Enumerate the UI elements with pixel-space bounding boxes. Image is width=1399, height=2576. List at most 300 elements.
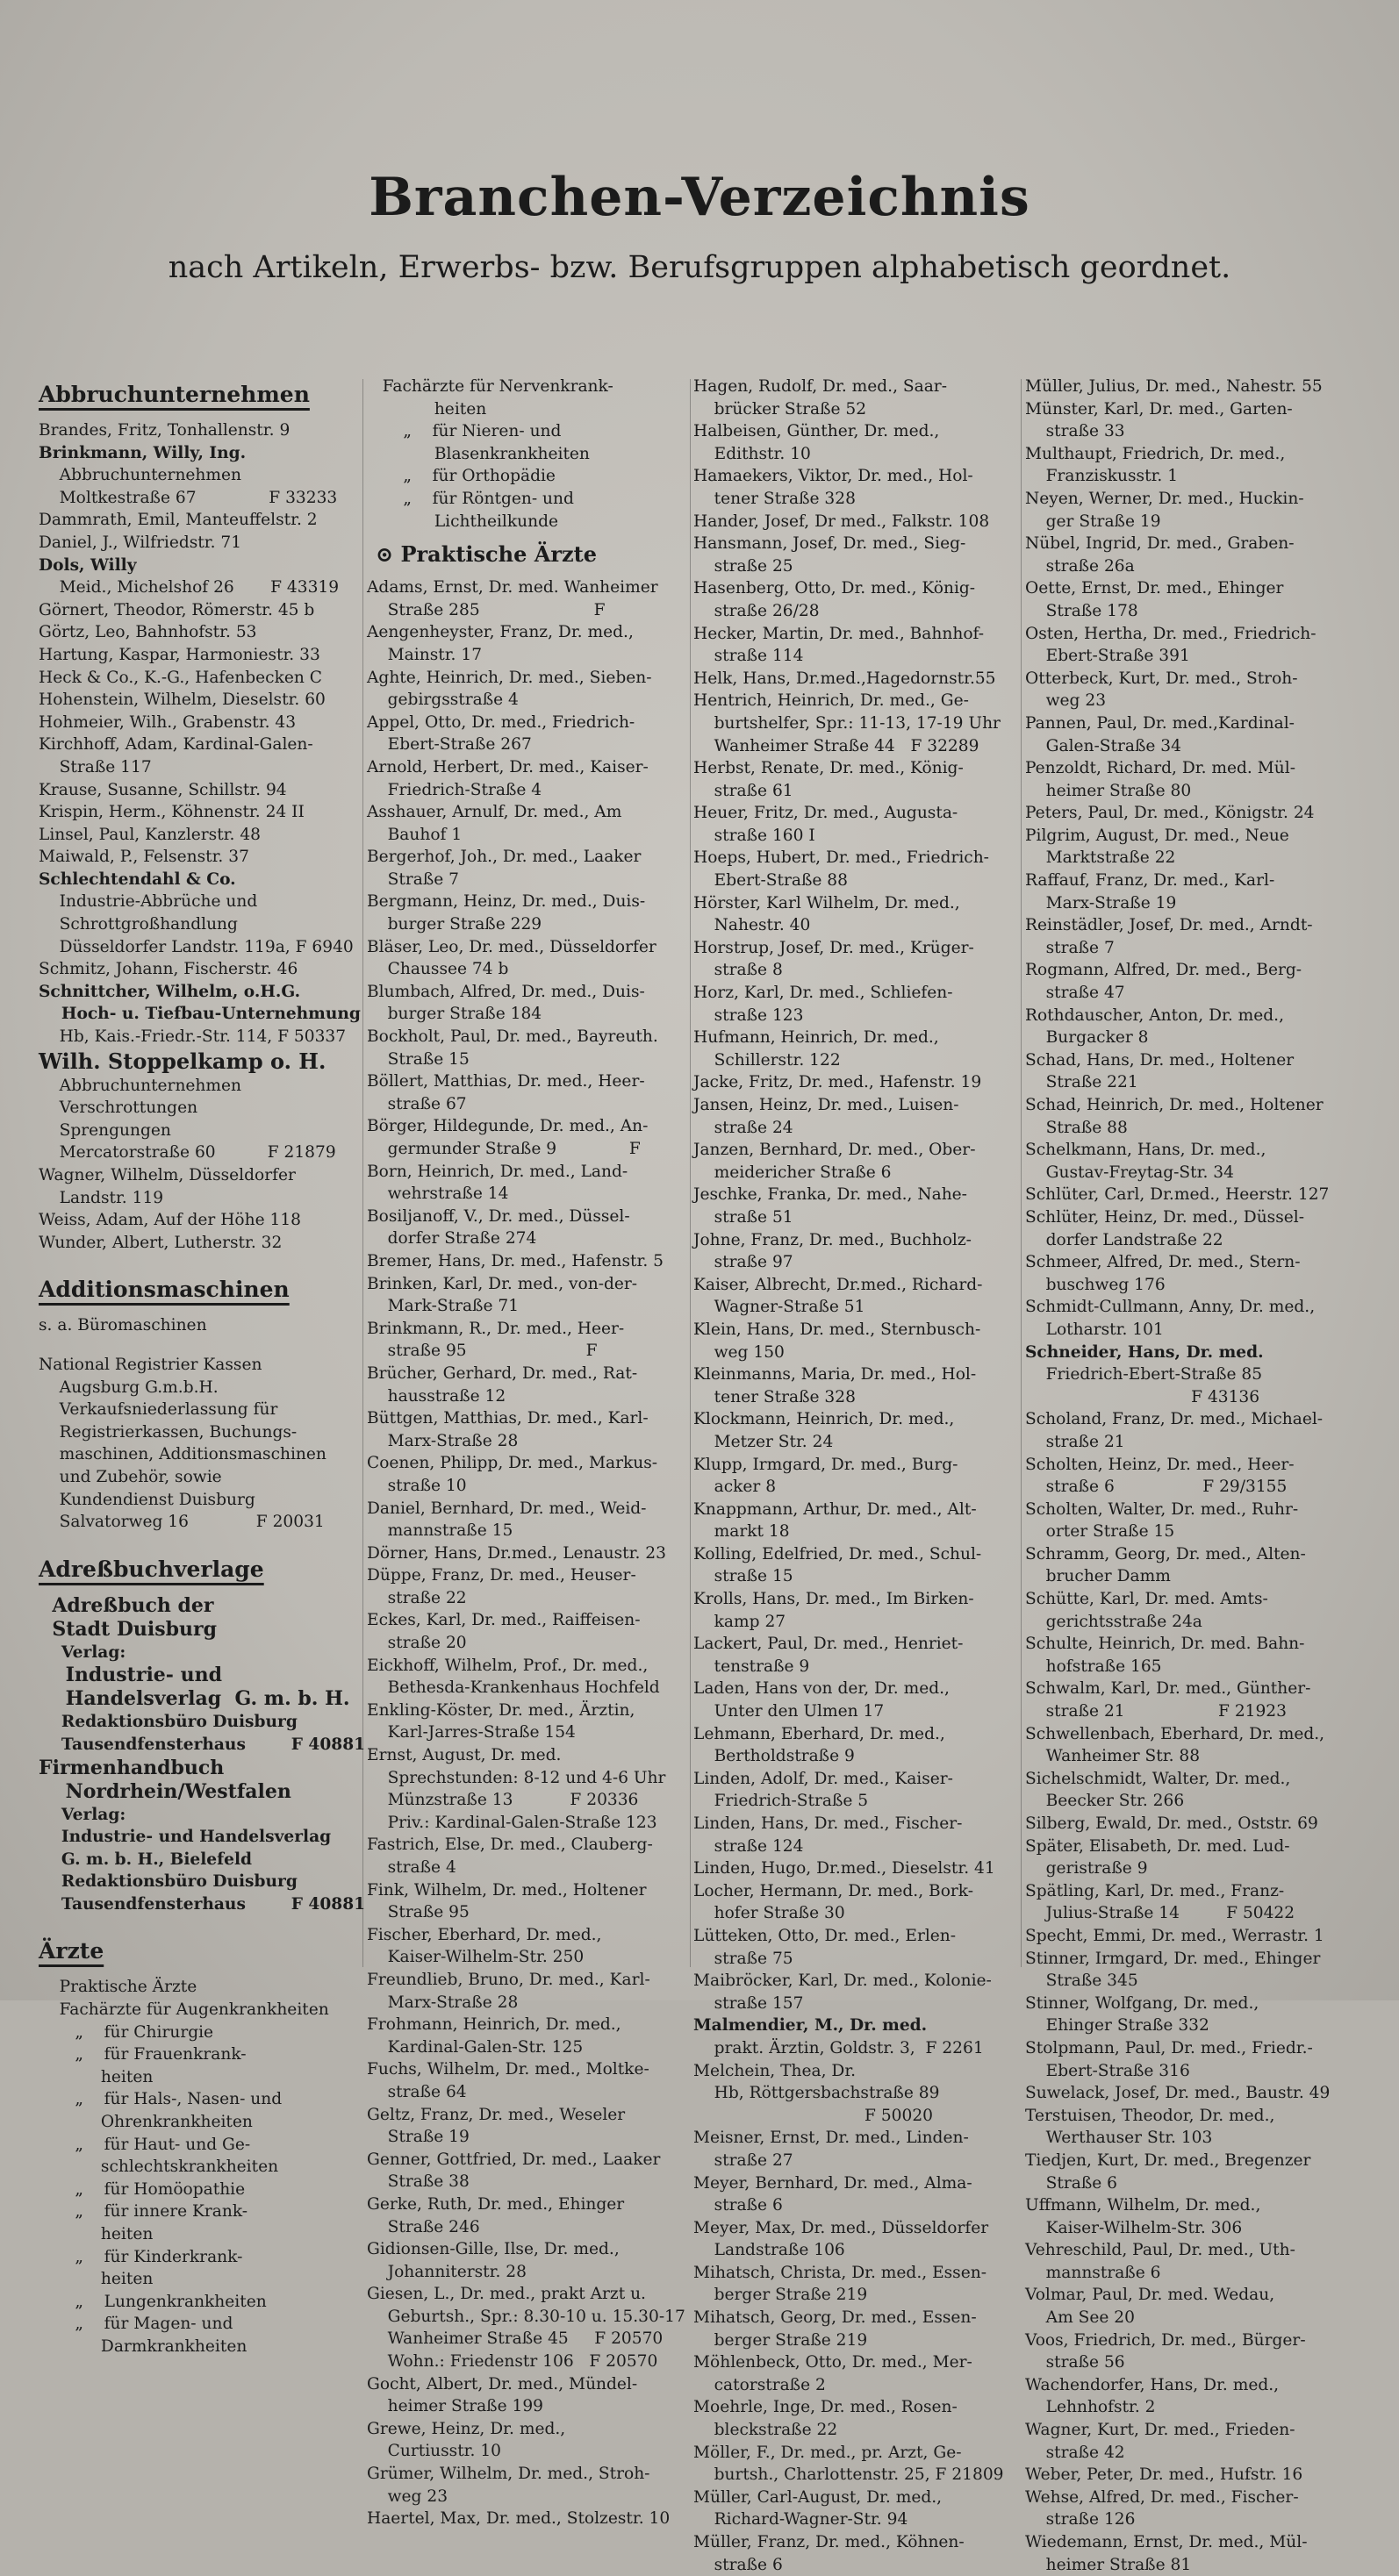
directory-entry-line: straße 7	[1025, 938, 1115, 957]
directory-entry-line: straße 42	[1025, 2443, 1125, 2462]
directory-entry-line: Hansmann, Josef, Dr. med., Sieg-	[693, 534, 966, 554]
directory-entry-line: Hohenstein, Wilhelm, Dieselstr. 60	[39, 691, 326, 710]
directory-entry-line: Schlüter, Heinz, Dr. med., Düssel-	[1025, 1207, 1304, 1227]
directory-entry-line: Straße 221	[1025, 1073, 1138, 1092]
directory-entry-line: Büttgen, Matthias, Dr. med., Karl-	[367, 1409, 649, 1428]
directory-entry-line: Klupp, Irmgard, Dr. med., Burg-	[693, 1455, 958, 1474]
directory-entry-line: Schmidt-Cullmann, Anny, Dr. med.,	[1025, 1298, 1316, 1317]
directory-entry-line: straße 114	[693, 647, 804, 666]
directory-entry-line: Appel, Otto, Dr. med., Friedrich-	[367, 712, 635, 732]
directory-entry-line: Straße 7	[367, 869, 459, 889]
directory-entry-line: Krispin, Herm., Köhnenstr. 24 II	[39, 803, 305, 822]
directory-entry-line: Brinkmann, Willy, Ing.	[39, 443, 247, 462]
directory-entry-line: Hecker, Martin, Dr. med., Bahnhof-	[693, 624, 985, 643]
directory-entry-line: Moltkestraße 67 F 33233	[39, 488, 338, 507]
directory-entry-line: weg 23	[367, 2487, 448, 2506]
directory-entry-line: Ebert-Straße 316	[1025, 2061, 1190, 2080]
directory-entry-line: Maiwald, P., Felsenstr. 37	[39, 848, 249, 867]
directory-entry-line: Lackert, Paul, Dr. med., Henriet-	[693, 1635, 964, 1654]
directory-entry-line: mannstraße 6	[1025, 2263, 1161, 2282]
directory-entry-line: Sprechstunden: 8-12 und 4-6 Uhr	[367, 1768, 666, 1787]
directory-entry-line: straße 4	[367, 1858, 456, 1877]
directory-entry-line: Schneider, Hans, Dr. med.	[1025, 1342, 1264, 1362]
directory-entry-line: Enkling-Köster, Dr. med., Ärztin,	[367, 1700, 635, 1720]
directory-entry-line: Burgacker 8	[1025, 1028, 1149, 1048]
directory-entry-line: „ für innere Krank-	[39, 2202, 248, 2222]
directory-entry-line: Handelsverlag G. m. b. H.	[39, 1687, 350, 1711]
column-divider	[362, 379, 363, 1967]
directory-entry-line: Kundendienst Duisburg	[39, 1490, 255, 1509]
directory-entry-line: Fachärzte für Nervenkrank-	[367, 377, 613, 396]
directory-entry-line: Friedrich-Straße 4	[367, 780, 542, 799]
directory-entry-line: Müller, Franz, Dr. med., Köhnen-	[693, 2533, 965, 2551]
directory-entry-line: Priv.: Kardinal-Galen-Straße 123	[367, 1813, 657, 1832]
directory-entry-line: straße 21	[1025, 1432, 1125, 1451]
directory-entry-line: straße 27	[693, 2150, 793, 2170]
directory-entry-line: Penzoldt, Richard, Dr. med. Mül-	[1025, 759, 1295, 778]
directory-entry-line: Johanniterstr. 28	[367, 2262, 527, 2281]
directory-entry-line: straße 25	[693, 556, 793, 576]
directory-entry-line: straße 6	[693, 2555, 783, 2574]
directory-entry-line: bleckstraße 22	[693, 2421, 838, 2440]
directory-entry-line: Coenen, Philipp, Dr. med., Markus-	[367, 1454, 658, 1473]
directory-entry-line: „ für Frauenkrank-	[39, 2045, 247, 2064]
directory-entry-line: Lehmann, Eberhard, Dr. med.,	[693, 1724, 945, 1743]
directory-entry-line: Schad, Hans, Dr. med., Holtener	[1025, 1050, 1295, 1070]
directory-entry-line: Böllert, Matthias, Dr. med., Heer-	[367, 1072, 645, 1091]
directory-entry-line: Ohrenkrankheiten	[39, 2113, 253, 2132]
directory-entry-line: Redaktionsbüro Duisburg	[39, 1713, 298, 1732]
directory-entry-line: Pannen, Paul, Dr. med.,Kardinal-	[1025, 713, 1295, 733]
directory-entry-line: Brinken, Karl, Dr. med., von-der-	[367, 1274, 638, 1293]
directory-entry-line: straße 64	[367, 2082, 467, 2101]
directory-entry-line: Giesen, L., Dr. med., prakt Arzt u.	[367, 2285, 646, 2304]
directory-entry-line: heiten	[39, 2067, 154, 2086]
directory-entry-line: Heck & Co., K.-G., Hafenbecken C	[39, 668, 322, 687]
directory-entry-line: „ für Homöopathie	[39, 2179, 246, 2199]
directory-entry-line: Bergerhof, Joh., Dr. med., Laaker	[367, 848, 642, 867]
directory-entry-line: Voos, Friedrich, Dr. med., Bürger-	[1025, 2330, 1306, 2350]
directory-entry-line: Melchein, Thea, Dr.	[693, 2061, 857, 2080]
directory-entry-line: Born, Heinrich, Dr. med., Land-	[367, 1162, 628, 1181]
directory-entry-line: Ernst, August, Dr. med.	[367, 1746, 562, 1765]
directory-entry-line: Dammrath, Emil, Manteuffelstr. 2	[39, 511, 318, 530]
directory-entry-line: „ für Orthopädie	[367, 467, 556, 486]
directory-entry-line: Brinkmann, R., Dr. med., Heer-	[367, 1319, 625, 1338]
directory-entry-line: burger Straße 229	[367, 915, 542, 934]
directory-entry-line: Hamaekers, Viktor, Dr. med., Hol-	[693, 467, 973, 486]
directory-entry-line: straße 47	[1025, 984, 1125, 1003]
directory-entry-line: Meyer, Bernhard, Dr. med., Alma-	[693, 2173, 972, 2193]
directory-entry-line: Bethesda-Krankenhaus Hochfeld	[367, 1678, 660, 1698]
directory-entry-line: heimer Straße 81	[1025, 2555, 1192, 2574]
directory-entry-line: Locher, Hermann, Dr. med., Bork-	[693, 1881, 974, 1900]
directory-entry-line: Dörner, Hans, Dr.med., Lenaustr. 23	[367, 1543, 666, 1563]
spacer	[39, 1915, 359, 1932]
directory-entry-line: Geltz, Franz, Dr. med., Weseler	[367, 2105, 626, 2124]
directory-entry-line: Abbruchunternehmen	[39, 466, 242, 485]
section-heading: Additionsmaschinen	[39, 1277, 290, 1303]
directory-entry-line: straße 6	[693, 2196, 783, 2215]
directory-entry-line: Wanheimer Straße 45 F 20570	[367, 2329, 664, 2349]
directory-entry-line: straße 61	[693, 781, 793, 800]
directory-entry-line: Meyer, Max, Dr. med., Düsseldorfer	[693, 2218, 989, 2237]
directory-entry-line: Krolls, Hans, Dr. med., Im Birken-	[693, 1590, 974, 1609]
directory-entry-line: Linden, Adolf, Dr. med., Kaiser-	[693, 1769, 953, 1788]
directory-entry-line: Scholand, Franz, Dr. med., Michael-	[1025, 1410, 1324, 1429]
directory-entry-line: straße 123	[693, 1005, 804, 1025]
directory-entry-line: Verkaufsniederlassung für	[39, 1400, 278, 1420]
directory-entry-line: straße 97	[693, 1253, 793, 1272]
directory-entry-line: „ für Röntgen- und	[367, 489, 574, 508]
directory-entry-line: acker 8	[693, 1478, 777, 1497]
directory-entry-line: Möhlenbeck, Otto, Dr. med., Mer-	[693, 2353, 972, 2372]
directory-entry-line: berger Straße 219	[693, 2330, 868, 2350]
directory-entry-line: Hoeps, Hubert, Dr. med., Friedrich-	[693, 848, 989, 868]
spacer	[39, 1254, 359, 1270]
directory-entry-line: Straße 6	[1025, 2173, 1117, 2193]
directory-entry-line: Ebert-Straße 267	[367, 735, 532, 755]
directory-entry-line: Beecker Str. 266	[1025, 1792, 1185, 1811]
directory-entry-line: Wanheimer Straße 44 F 32289	[693, 736, 979, 755]
column-3	[693, 376, 1022, 2576]
directory-entry-line: Adams, Ernst, Dr. med. Wanheimer	[367, 578, 658, 597]
directory-entry-line: weg 150	[693, 1342, 785, 1362]
directory-entry-line: Wohn.: Friedenstr 106 F 20570	[367, 2352, 658, 2372]
directory-entry-line: straße 95 F	[367, 1342, 598, 1361]
directory-entry-line: germunder Straße 9 F	[367, 1140, 641, 1158]
directory-entry-line: Laden, Hans von der, Dr. med.,	[693, 1679, 950, 1699]
directory-entry-line: Tausendfensterhaus F 40881	[39, 1894, 366, 1914]
directory-entry-line: Pilgrim, August, Dr. med., Neue	[1025, 826, 1289, 845]
directory-entry-line: Straße 345	[1025, 1971, 1138, 1991]
directory-entry-line: Lehnhofstr. 2	[1025, 2398, 1156, 2417]
directory-entry-line: straße 124	[693, 1836, 804, 1856]
directory-entry-line: „ für Hals-, Nasen- und	[39, 2090, 283, 2109]
directory-entry-line: Düppe, Franz, Dr. med., Heuser-	[367, 1566, 636, 1585]
directory-entry-line: hausstraße 12	[367, 1386, 506, 1406]
directory-entry-line: Freundlieb, Bruno, Dr. med., Karl-	[367, 1970, 650, 1989]
directory-entry-line: Marx-Straße 19	[1025, 893, 1177, 912]
directory-entry-line: Meid., Michelshof 26 F 43319	[39, 578, 340, 597]
directory-entry-line: Neyen, Werner, Dr. med., Huckin-	[1025, 489, 1304, 508]
directory-entry-line: Schlechtendahl & Co.	[39, 869, 236, 889]
directory-entry-line: Schulte, Heinrich, Dr. med. Bahn-	[1025, 1635, 1305, 1654]
directory-entry-line: Otterbeck, Kurt, Dr. med., Stroh-	[1025, 669, 1298, 688]
directory-entry-line: Hohmeier, Wilh., Grabenstr. 43	[39, 712, 297, 732]
directory-entry-line: Kolling, Edelfried, Dr. med., Schul-	[693, 1544, 982, 1563]
directory-entry-line: heiten	[39, 2270, 154, 2289]
directory-entry-line: Kardinal-Galen-Str. 125	[367, 2037, 584, 2057]
directory-entry-line: und Zubehör, sowie	[39, 1467, 222, 1486]
directory-entry-line: Lütteken, Otto, Dr. med., Erlen-	[693, 1926, 957, 1945]
directory-entry-line: Wehse, Alfred, Dr. med., Fischer-	[1025, 2487, 1299, 2507]
directory-entry-line: F 43136	[1025, 1387, 1260, 1406]
directory-entry-line: Schelkmann, Hans, Dr. med.,	[1025, 1141, 1266, 1160]
directory-entry-line: Marx-Straße 28	[367, 1431, 519, 1450]
directory-entry-line: burger Straße 184	[367, 1005, 542, 1024]
directory-entry-line: straße 33	[1025, 422, 1125, 441]
directory-entry-line: „ für Nieren- und	[367, 422, 562, 441]
directory-entry-line: Verlag:	[39, 1642, 126, 1662]
directory-entry-line: „ für Kinderkrank-	[39, 2247, 243, 2266]
directory-entry-line: straße 8	[693, 961, 783, 980]
directory-entry-line: Klein, Hans, Dr. med., Sternbusch-	[693, 1320, 981, 1339]
section-heading: Adreßbuchverlage	[39, 1556, 264, 1582]
directory-entry-line: Am See 20	[1025, 2308, 1135, 2328]
directory-entry-line: heimer Straße 199	[367, 2397, 544, 2416]
directory-entry-line: tener Straße 328	[693, 1387, 856, 1406]
directory-entry-line: Chaussee 74 b	[367, 960, 509, 979]
directory-entry-line: straße 6 F 29/3155	[1025, 1478, 1288, 1497]
directory-entry-line: Praktische Ärzte	[39, 1978, 197, 1997]
directory-entry-line: Suwelack, Josef, Dr. med., Baustr. 49	[1025, 2084, 1331, 2103]
directory-entry-line: Sichelschmidt, Walter, Dr. med.,	[1025, 1769, 1291, 1788]
directory-entry-line: straße 126	[1025, 2510, 1136, 2529]
directory-entry-line: Osten, Hertha, Dr. med., Friedrich-	[1025, 624, 1316, 643]
directory-entry-line: Edithstr. 10	[693, 444, 811, 463]
directory-entry-line: Hentrich, Heinrich, Dr. med., Ge-	[693, 691, 969, 711]
directory-entry-line: Linsel, Paul, Kanzlerstr. 48	[39, 825, 262, 844]
directory-entry-line: Schlüter, Carl, Dr.med., Heerstr. 127	[1025, 1185, 1330, 1205]
directory-entry-line: Genner, Gottfried, Dr. med., Laaker	[367, 2150, 661, 2169]
directory-entry-line: Bauhof 1	[367, 825, 463, 844]
directory-entry-line: Görnert, Theodor, Römerstr. 45 b	[39, 600, 315, 619]
directory-entry-line: kamp 27	[693, 1612, 786, 1631]
directory-entry-line: Adreßbuch der	[39, 1593, 214, 1617]
directory-entry-line: Lichtheilkunde	[367, 512, 558, 531]
directory-entry-line: Wiedemann, Ernst, Dr. med., Mül-	[1025, 2533, 1308, 2551]
directory-entry-line: Meisner, Ernst, Dr. med., Linden-	[693, 2129, 969, 2148]
directory-entry-line: Straße 88	[1025, 1118, 1128, 1137]
directory-entry-line: Möller, F., Dr. med., pr. Arzt, Ge-	[693, 2443, 962, 2462]
directory-entry-line: Kaiser-Wilhelm-Str. 306	[1025, 2218, 1243, 2237]
directory-entry-line: Arnold, Herbert, Dr. med., Kaiser-	[367, 757, 649, 776]
directory-entry-line: Straße 246	[367, 2217, 480, 2236]
directory-entry-line: straße 26/28	[693, 601, 820, 620]
directory-entry-line: Verschrottungen	[39, 1098, 198, 1118]
directory-entry-line: Specht, Emmi, Dr. med., Werrastr. 1	[1025, 1926, 1324, 1945]
directory-entry-line: Bockholt, Paul, Dr. med., Bayreuth.	[367, 1027, 658, 1047]
directory-entry-line: Kirchhoff, Adam, Kardinal-Galen-	[39, 735, 313, 755]
directory-entry-line: Tausendfensterhaus F 40881	[39, 1735, 366, 1754]
directory-entry-line: burtsh., Charlottenstr. 25, F 21809	[693, 2465, 1004, 2485]
directory-entry-line: straße 56	[1025, 2353, 1125, 2372]
directory-entry-line: Richard-Wagner-Str. 94	[693, 2510, 908, 2529]
directory-entry-line: Werthauser Str. 103	[1025, 2129, 1213, 2148]
directory-entry-line: Mihatsch, Georg, Dr. med., Essen-	[693, 2308, 977, 2328]
directory-entry-line: heiten	[367, 399, 487, 419]
directory-entry-line: Fastrich, Else, Dr. med., Clauberg-	[367, 1835, 653, 1855]
directory-entry-line: Bremer, Hans, Dr. med., Hafenstr. 5	[367, 1251, 664, 1270]
directory-entry-line: Eickhoff, Wilhelm, Prof., Dr. med.,	[367, 1656, 649, 1675]
directory-entry-line: Hb, Kais.-Friedr.-Str. 114, F 50337	[39, 1027, 347, 1047]
directory-entry-line: Stinner, Wolfgang, Dr. med.,	[1025, 1993, 1259, 2013]
directory-entry-line: Kleinmanns, Maria, Dr. med., Hol-	[693, 1365, 977, 1385]
directory-entry-line: Straße 178	[1025, 601, 1138, 620]
directory-entry-line: Karl-Jarres-Straße 154	[367, 1723, 576, 1742]
directory-entry-line: Helk, Hans, Dr.med.,Hagedornstr.55	[693, 669, 996, 688]
directory-entry-line: orter Straße 15	[1025, 1522, 1175, 1542]
directory-entry-line: Schramm, Georg, Dr. med., Alten-	[1025, 1544, 1306, 1563]
directory-entry-line: Wunder, Albert, Lutherstr. 32	[39, 1233, 283, 1252]
directory-entry-line: Linden, Hugo, Dr.med., Dieselstr. 41	[693, 1859, 995, 1878]
directory-entry-line: Bertholdstraße 9	[693, 1747, 855, 1766]
directory-entry-line: National Registrier Kassen	[39, 1355, 262, 1374]
directory-entry-line: straße 22	[367, 1588, 467, 1607]
directory-entry-line: Gustav-Freytag-Str. 34	[1025, 1163, 1234, 1182]
directory-entry-line: Wanheimer Str. 88	[1025, 1747, 1201, 1766]
directory-entry-line: Halbeisen, Günther, Dr. med.,	[693, 422, 940, 441]
directory-entry-line: Nübel, Ingrid, Dr. med., Graben-	[1025, 534, 1295, 554]
directory-entry-line: Scholten, Walter, Dr. med., Ruhr-	[1025, 1499, 1299, 1519]
directory-entry-line: Horstrup, Josef, Dr. med., Krüger-	[693, 938, 974, 957]
directory-entry-line: straße 24	[693, 1118, 793, 1137]
directory-entry-line: Scholten, Heinz, Dr. med., Heer-	[1025, 1455, 1295, 1474]
directory-entry-line: Lotharstr. 101	[1025, 1320, 1164, 1339]
directory-entry-line: straße 75	[693, 1949, 793, 1968]
directory-entry-line: Stinner, Irmgard, Dr. med., Ehinger	[1025, 1949, 1321, 1968]
directory-entry-line: hofstraße 165	[1025, 1657, 1162, 1676]
directory-entry-line: Hagen, Rudolf, Dr. med., Saar-	[693, 377, 947, 396]
directory-entry-line: prakt. Ärztin, Goldstr. 3, F 2261	[693, 2038, 984, 2057]
directory-entry-line: „ für Magen- und	[39, 2315, 233, 2334]
directory-entry-line: Gocht, Albert, Dr. med., Mündel-	[367, 2374, 638, 2394]
directory-entry-line: Mercatorstraße 60 F 21879	[39, 1143, 336, 1163]
directory-entry-line: Jansen, Heinz, Dr. med., Luisen-	[693, 1096, 959, 1114]
directory-entry-line: Metzer Str. 24	[693, 1432, 834, 1451]
directory-entry-line: Mainstr. 17	[367, 645, 483, 664]
directory-entry-line: Knappmann, Arthur, Dr. med., Alt-	[693, 1499, 977, 1519]
directory-entry-line: heiten	[39, 2225, 154, 2243]
directory-entry-line: Verlag:	[39, 1805, 126, 1824]
directory-entry-line: Landstraße 106	[693, 2241, 845, 2260]
directory-entry-line: straße 10	[367, 1476, 467, 1495]
directory-entry-line: Raffauf, Franz, Dr. med., Karl-	[1025, 871, 1275, 891]
directory-entry-line: Gerke, Ruth, Dr. med., Ehinger	[367, 2194, 625, 2214]
directory-entry-line: F 50020	[693, 2106, 934, 2125]
directory-entry-line: Münster, Karl, Dr. med., Garten-	[1025, 399, 1293, 419]
directory-entry-line: Fischer, Eberhard, Dr. med.,	[367, 1925, 602, 1944]
directory-entry-line: Gidionsen-Gille, Ilse, Dr. med.,	[367, 2240, 620, 2259]
directory-entry-line: Herbst, Renate, Dr. med., König-	[693, 759, 964, 778]
directory-entry-line: Horz, Karl, Dr. med., Schliefen-	[693, 984, 953, 1003]
directory-entry-line: Fachärzte für Augenkrankheiten	[39, 2000, 329, 2020]
directory-entry-line: Rothdauscher, Anton, Dr. med.,	[1025, 1005, 1285, 1025]
directory-entry-line: Hb, Röttgersbachstraße 89	[693, 2084, 940, 2103]
directory-entry-line: brucher Damm	[1025, 1567, 1171, 1586]
directory-entry-line: Galen-Straße 34	[1025, 736, 1181, 755]
directory-entry-line: Görtz, Leo, Bahnhofstr. 53	[39, 623, 257, 642]
directory-entry-line: Schwalm, Karl, Dr. med., Günther-	[1025, 1679, 1311, 1699]
directory-entry-line: Börger, Hildegunde, Dr. med., An-	[367, 1117, 649, 1136]
directory-entry-line: Mihatsch, Christa, Dr. med., Essen-	[693, 2263, 986, 2282]
directory-entry-line: s. a. Büromaschinen	[39, 1316, 207, 1335]
directory-entry-line: Redaktionsbüro Duisburg	[39, 1872, 298, 1892]
directory-entry-line: maschinen, Additionsmaschinen	[39, 1445, 326, 1464]
directory-entry-line: Hasenberg, Otto, Dr. med., König-	[693, 579, 976, 598]
directory-entry-line: Wilh. Stoppelkamp o. H.	[39, 1048, 326, 1074]
directory-entry-line: geristraße 9	[1025, 1859, 1148, 1878]
directory-entry-line: straße 51	[693, 1207, 793, 1227]
page-subtitle: nach Artikeln, Erwerbs- bzw. Berufsgruppen alphabetisch geordnet.	[168, 250, 1231, 285]
directory-entry-line: Vehreschild, Paul, Dr. med., Uth-	[1025, 2241, 1295, 2260]
directory-entry-line: Mark-Straße 71	[367, 1297, 520, 1316]
directory-entry-line: Marx-Straße 28	[367, 1993, 519, 2012]
directory-entry-line: mannstraße 15	[367, 1521, 513, 1541]
directory-entry-line: Industrie- und	[39, 1664, 222, 1687]
directory-entry-line: Kaiser, Albrecht, Dr.med., Richard-	[693, 1275, 983, 1294]
directory-entry-line: Später, Elisabeth, Dr. med. Lud-	[1025, 1836, 1290, 1856]
directory-entry-line: Industrie-Abbrüche und	[39, 892, 258, 912]
directory-entry-line: straße 26a	[1025, 556, 1135, 576]
directory-entry-line: Bläser, Leo, Dr. med., Düsseldorfer	[367, 937, 656, 956]
section-heading: Abbruchunternehmen	[39, 382, 310, 407]
directory-entry-line: Marktstraße 22	[1025, 848, 1176, 868]
directory-entry-line: Abbruchunternehmen	[39, 1076, 242, 1095]
directory-entry-line: Silberg, Ewald, Dr. med., Oststr. 69	[1025, 1814, 1318, 1833]
directory-entry-line: „ für Haut- und Ge-	[39, 2135, 251, 2154]
directory-entry-line: Frohmann, Heinrich, Dr. med.,	[367, 2015, 621, 2035]
directory-entry-line: Landstr. 119	[39, 1188, 164, 1207]
directory-entry-line: Hoch- u. Tiefbau-Unternehmung	[39, 1005, 361, 1024]
directory-entry-line: Uffmann, Wilhelm, Dr. med.,	[1025, 2196, 1261, 2215]
directory-entry-line: Straße 285 F	[367, 600, 606, 619]
directory-entry-line: catorstraße 2	[693, 2375, 826, 2394]
directory-entry-line: Jeschke, Franka, Dr. med., Nahe-	[693, 1185, 967, 1205]
directory-entry-line: Straße 95	[367, 1903, 470, 1922]
spacer	[39, 1534, 359, 1550]
directory-entry-line: Düsseldorfer Landstr. 119a, F 6940	[39, 937, 354, 956]
directory-entry-line: Unter den Ulmen 17	[693, 1702, 885, 1721]
directory-entry-line: Weiss, Adam, Auf der Höhe 118	[39, 1211, 302, 1230]
directory-entry-line: straße 160 I	[693, 826, 815, 845]
directory-entry-line: Grewe, Heinz, Dr. med.,	[367, 2419, 566, 2438]
directory-entry-line: Straße 38	[367, 2172, 470, 2192]
directory-entry-line: straße 157	[693, 1993, 804, 2013]
directory-entry-line: Julius-Straße 14 F 50422	[1025, 1904, 1295, 1923]
directory-entry-line: ger Straße 19	[1025, 512, 1161, 531]
directory-entry-line: Asshauer, Arnulf, Dr. med., Am	[367, 803, 622, 822]
directory-entry-line: Hander, Josef, Dr med., Falkstr. 108	[693, 512, 990, 531]
directory-entry-line: markt 18	[693, 1522, 790, 1542]
subsection-heading: ⊙ Praktische Ärzte	[376, 541, 597, 568]
directory-entry-line: Schütte, Karl, Dr. med. Amts-	[1025, 1590, 1268, 1609]
directory-entry-line: berger Straße 219	[693, 2286, 868, 2305]
directory-entry-line: wehrstraße 14	[367, 1184, 509, 1204]
directory-entry-line: Hartung, Kaspar, Harmoniestr. 33	[39, 645, 320, 664]
directory-entry-line: Brücher, Gerhard, Dr. med., Rat-	[367, 1363, 638, 1383]
directory-entry-line: Jacke, Fritz, Dr. med., Hafenstr. 19	[693, 1073, 982, 1092]
directory-entry-line: Firmenhandbuch	[39, 1756, 225, 1779]
directory-entry-line: dorfer Landstraße 22	[1025, 1230, 1223, 1249]
directory-entry-line: Malmendier, M., Dr. med.	[693, 2016, 928, 2036]
directory-entry-line: Stolpmann, Paul, Dr. med., Friedr.-	[1025, 2038, 1313, 2057]
directory-entry-line: schlechtskrankheiten	[39, 2157, 279, 2177]
directory-entry-line: Registrierkassen, Buchungs-	[39, 1422, 298, 1442]
directory-entry-line: Brandes, Fritz, Tonhallenstr. 9	[39, 421, 291, 440]
directory-entry-line: Weber, Peter, Dr. med., Hufstr. 16	[1025, 2465, 1303, 2485]
directory-entry-line: Spätling, Karl, Dr. med., Franz-	[1025, 1881, 1285, 1900]
directory-entry-line: straße 20	[367, 1634, 467, 1653]
directory-entry-line: weg 23	[1025, 691, 1107, 711]
directory-entry-line: Tiedjen, Kurt, Dr. med., Bregenzer	[1025, 2150, 1311, 2170]
directory-entry-line: Oette, Ernst, Dr. med., Ehinger	[1025, 579, 1284, 598]
directory-entry-line: Friedrich-Ebert-Straße 85	[1025, 1365, 1263, 1385]
directory-entry-line: gebirgsstraße 4	[367, 691, 519, 710]
directory-entry-line: Heuer, Fritz, Dr. med., Augusta-	[693, 804, 958, 823]
directory-entry-line: heimer Straße 80	[1025, 781, 1192, 800]
